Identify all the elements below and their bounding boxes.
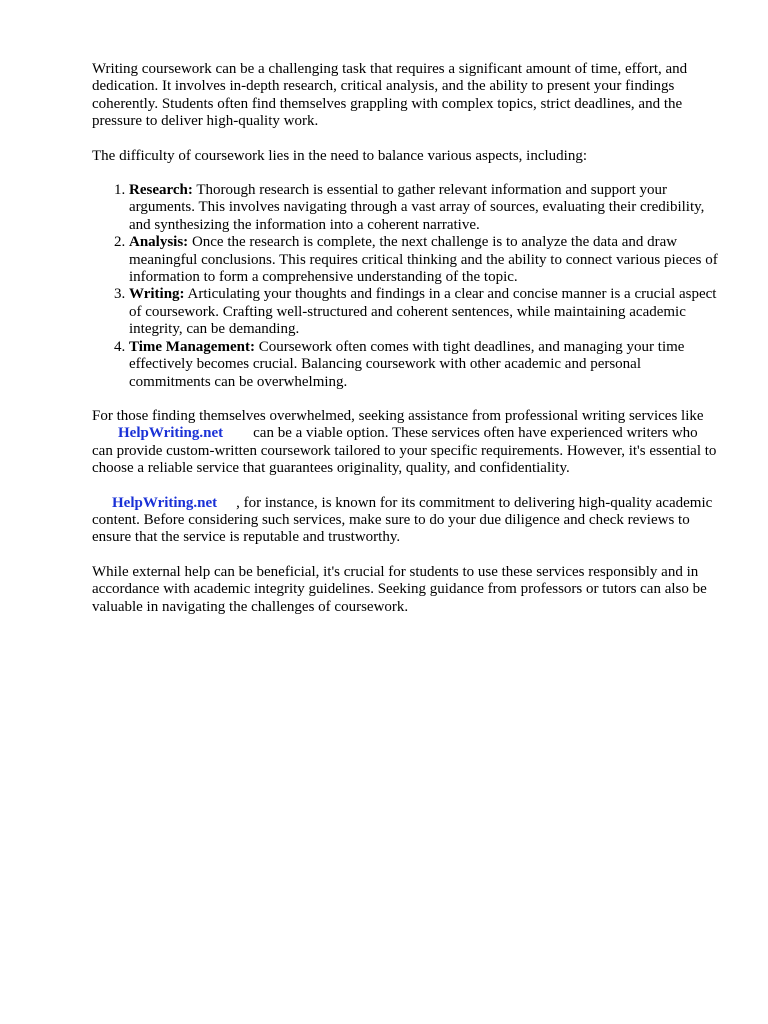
list-item-text: Articulating your thoughts and findings in a clear and concise manner is a crucial aspect of coursework. Crafting well-structured and coherent sentences, while maintaining academic integrity, can be demanding.: [129, 286, 717, 338]
list-item-term: Writing:: [129, 286, 185, 303]
document-page: [92, 61, 720, 616]
assistance-text-after: can be a viable option. These services often have experienced writers who can provide custom-written coursework tailored to your specific requirements. However, it's essential to choose a reliable service that guarantees originality, quality, and confidentiality.: [92, 425, 717, 477]
list-item-writing: [129, 286, 720, 338]
example-paragraph: [92, 495, 720, 547]
list-item-text: Once the research is complete, the next challenge is to analyze the data and draw meaningful conclusions. This requires critical thinking and the ability to connect various pieces of information to form a comprehensive understanding of the topic.: [129, 234, 718, 286]
list-item-term: Time Management:: [129, 338, 255, 355]
list-item-term: Analysis:: [129, 234, 189, 251]
list-item-text: Thorough research is essential to gather relevant information and support your arguments. This involves navigating through a vast array of sources, evaluating their credibility, and synthesizing the information into a coherent narrative.: [129, 182, 705, 233]
example-text-after: , for instance, is known for its commitment to delivering high-quality academic content. Before considering such services, make sure to do your due diligence and check reviews to ensure that the service is reputable and trustworthy.: [92, 494, 713, 546]
lead-paragraph: The difficulty of coursework lies in the need to balance various aspects, including:: [92, 147, 587, 164]
closing-paragraph: While external help can be beneficial, it's crucial for students to use these services responsibly and in accordance with academic integrity guidelines. Seeking guidance from professors or tutors can also be valuable in navigating the challenges of coursework.: [92, 563, 707, 615]
assistance-text-before: For those finding themselves overwhelmed, seeking assistance from professional writing services like: [92, 407, 704, 424]
list-item-text: Coursework often comes with tight deadlines, and managing your time effectively becomes crucial. Balancing coursework with other academic and personal commitments can be overwhelming.: [129, 338, 685, 390]
list-item-term: Research:: [129, 182, 193, 199]
helpwriting-link-2[interactable]: HelpWriting.net: [112, 494, 218, 511]
aspects-list: [92, 182, 720, 391]
list-item-research: [129, 182, 720, 234]
list-item-analysis: [129, 234, 720, 286]
intro-paragraph: Writing coursework can be a challenging task that requires a significant amount of time, effort, and dedication. It involves in-depth research, critical analysis, and the ability to present your findings coherently. Students often find themselves grappling with complex topics, strict deadlines, and the pressure to deliver high-quality work.: [92, 61, 688, 130]
assistance-paragraph: [92, 408, 720, 478]
helpwriting-link[interactable]: HelpWriting.net: [118, 425, 224, 442]
list-item-time-management: [129, 339, 720, 391]
